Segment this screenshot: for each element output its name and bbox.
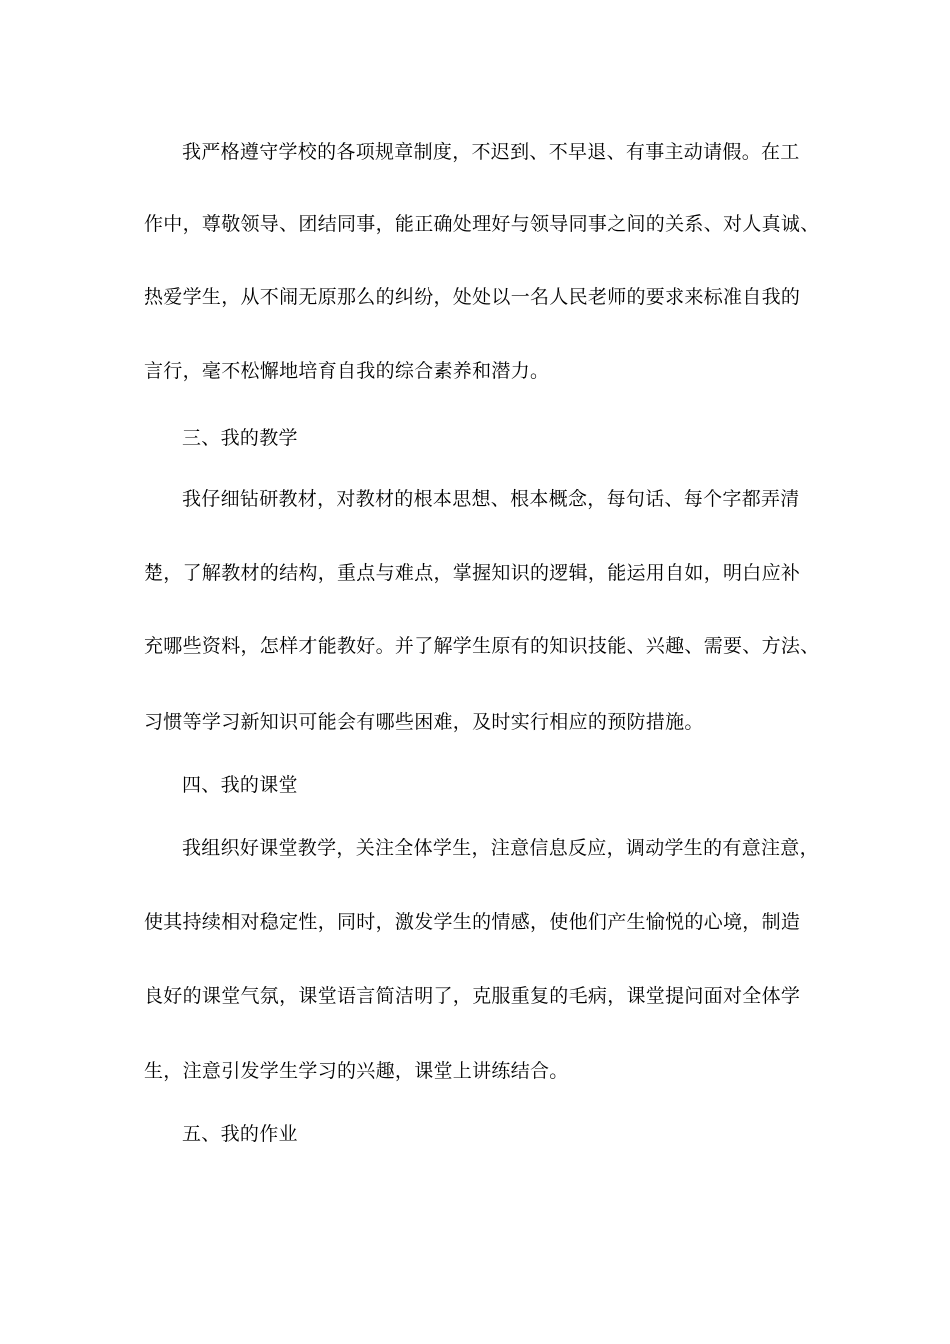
paragraph-line: 我组织好课堂教学，关注全体学生，注意信息反应，调动学生的有意注意， [182,837,819,859]
paragraph-line: 习惯等学习新知识可能会有哪些困难，及时实行相应的预防措施。 [144,711,704,733]
paragraph-line: 我严格遵守学校的各项规章制度，不迟到、不早退、有事主动请假。在工 [182,141,800,163]
paragraph-line: 使其持续相对稳定性，同时，激发学生的情感，使他们产生愉悦的心境，制造 [144,911,801,933]
paragraph-line: 生，注意引发学生学习的兴趣，课堂上讲练结合。 [144,1060,569,1082]
paragraph-line: 楚，了解教材的结构，重点与难点，掌握知识的逻辑，能运用自如，明白应补 [144,562,801,584]
paragraph-line: 热爱学生，从不闹无原那么的纠纷，处处以一名人民老师的要求来标准自我的 [144,286,801,308]
paragraph-line: 我仔细钻研教材，对教材的根本思想、根本概念，每句话、每个字都弄清 [182,488,800,510]
section-heading: 三、我的教学 [182,427,298,449]
paragraph-line: 作中，尊敬领导、团结同事，能正确处理好与领导同事之间的关系、对人真诚、 [144,213,820,235]
paragraph-line: 良好的课堂气氛，课堂语言简洁明了，克服重复的毛病，课堂提问面对全体学 [144,985,801,1007]
paragraph-line: 言行，毫不松懈地培育自我的综合素养和潜力。 [144,360,550,382]
section-heading: 五、我的作业 [182,1123,298,1145]
paragraph-line: 充哪些资料，怎样才能教好。并了解学生原有的知识技能、兴趣、需要、方法、 [144,635,820,657]
section-heading: 四、我的课堂 [182,774,298,796]
